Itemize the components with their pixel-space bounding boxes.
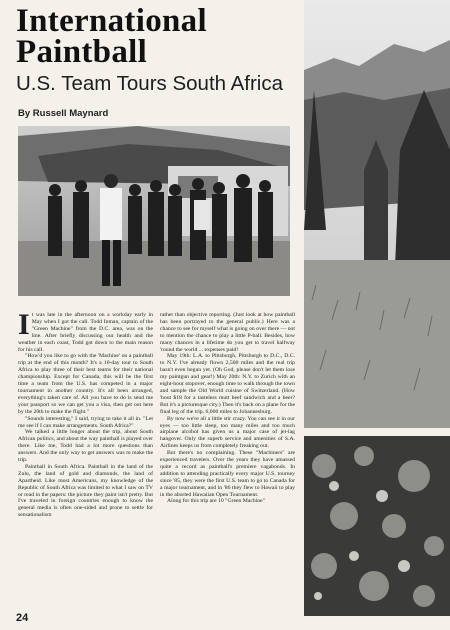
drop-cap: I	[18, 308, 30, 341]
paragraph: "Sounds interesting," I said, trying to take it all in. "Let me see if I can make arrangements. South Africa?"	[18, 415, 153, 429]
article-column-left	[18, 308, 153, 519]
page-number: 24	[16, 612, 29, 624]
article-subtitle: U.S. Team Tours South Africa	[16, 72, 284, 95]
paragraph	[18, 308, 153, 353]
paragraph-text: t was late in the afternoon on a workday early in May when I got the call. Todd Inman, captain of the "Green Machine" from the D.C. area, was on the line. After briefly discussing our health and the weather in each coast, Todd got down to the main reason for his call.	[18, 312, 153, 353]
paragraph: May 19th: L.A. to Pittsburgh, Pittsburgh to D.C., D.C. to N.Y. I've already flown 2,500 miles and the real trip hasn't even begun yet. (Oh God, please don't let them lose my paintgun and gear!) May 20th: N.Y. to Zurich with an eight-hour stopover, enough time to walk through the town and sample the Old World cuisine of Switzerland. (How 'bout $18 for a tasteless mutt beef sandwich and a beer? But it's a picturesque city.) Then it's back on a plane for the final leg of the trip, 6,000 miles to Johannesburg.	[160, 353, 295, 415]
paragraph: But there's no complaining. These "Machiners" are experienced travelers. Over the years they have amassed quite a record as paintball's premiere vagabonds. In addition to attending practically every major U.S. tourney since '85, they were the first U.S. team to go to Canada for a major tournament, and in '86 they flew to Hawaii to play in the aborted Hawaiian Open Tournament.	[160, 450, 295, 498]
paragraph: Along for this trip are 10 "Green Machine"	[167, 498, 265, 505]
team-photo	[18, 126, 290, 296]
byline: By Russell Maynard	[18, 108, 109, 119]
paragraph: We talked a little longer about the trip, about South African politics, and about the way paintball is played over there. Like me, Todd had a lot more questions than answers. And the only way to get answers was to make the trip.	[18, 429, 153, 464]
mountain-landscape-photo	[304, 0, 450, 428]
article-title: International Paintball	[16, 3, 207, 70]
paragraph: "How'd you like to go with the 'Machine' on a paintball trip at the end of this month? It's a 10-day tour to South Africa to play three of their best teams for their national championship. Except for Canada, this will be the first time a team from the U.S. has competed in a major tournament in another country. It's all been arranged, everything's taken care of. All you have to do is send me your passport so we can get you a visa, then get out here by the 20th to make the flight."	[18, 353, 153, 415]
foliage-photo	[304, 436, 450, 616]
article-column-right	[160, 312, 295, 505]
paragraph: Paintball in South Africa. Paintball in the land of the Zulu, the land of gold and diamonds, the land of Apartheid. Like most Americans, my knowledge of the Republic of South Africa was limited to what I saw on TV or read in the papers: the picture they paint isn't pretty. But I've traveled in foreign countries enough to know the general media is often one-sided and prone to settle for sensationalism	[18, 463, 153, 519]
paragraph: rather than objective reporting. (Just look at how paintball has been portrayed to the general public.) Here was a chance to see for myself what is going on over there — not to mention the chance to play a little P-ball. Besides, how many chances in a lifetime do you get to travel halfway 'round the world ... expenses paid!	[160, 312, 295, 353]
paragraph: By now we're all a little stir crazy. You can see it in our eyes — too little sleep, too many miles and too much airplane alcohol has given us a major case of jet-lag hangover. Only the superb service and amenities of S.A. Airlines keeps us from completely freaking out.	[160, 415, 295, 450]
